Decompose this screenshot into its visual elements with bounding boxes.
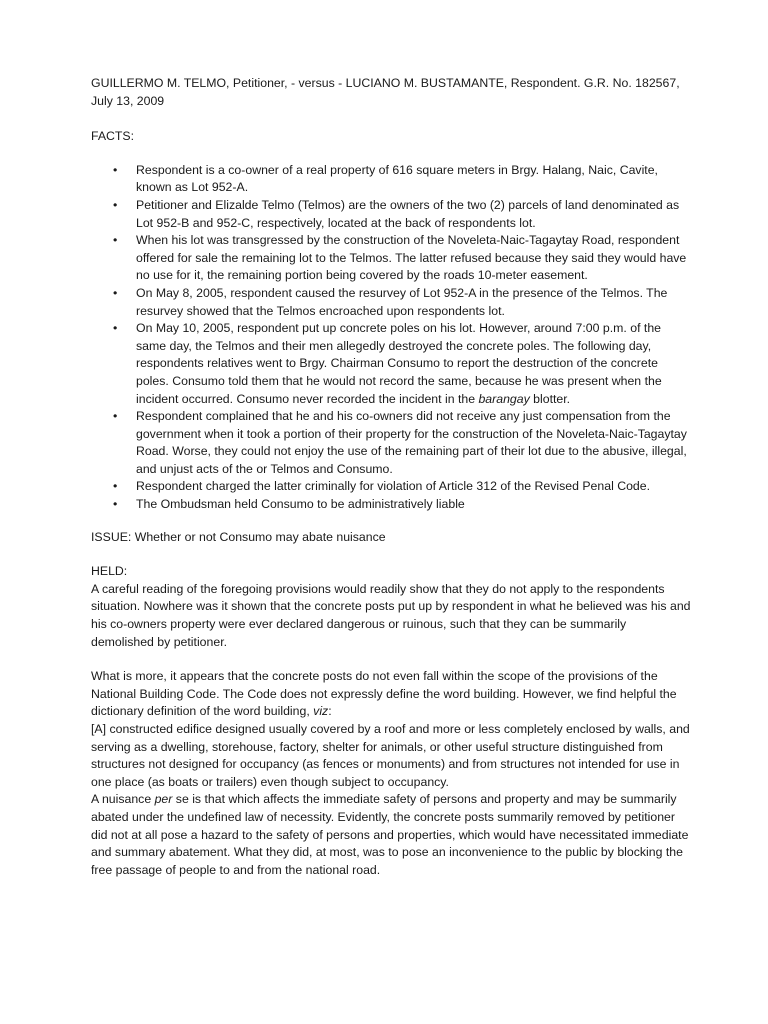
held-paragraph-text: se is that which affects the immediate safety of persons and property and may be summarily abated under the undefined law of necessity. Evidently, the concrete posts summarily removed by petitioner did not at all pose a hazard to the safety of persons and properties, which would have necessitated immediate and summary abatement. What they did, at most, was to pose an inconvenience to the public by blocking the free passage of people to and from the national road.: [91, 792, 689, 877]
fact-text: On May 8, 2005, respondent caused the resurvey of Lot 952-A in the presence of the Telmos. The resurvey showed that the Telmos encroached upon respondents lot.: [136, 285, 668, 318]
fact-text: The Ombudsman held Consumo to be administratively liable: [136, 497, 465, 512]
fact-text: When his lot was transgressed by the construction of the Noveleta-Naic-Tagaytay Road, respondent offered for sale the remaining lot to the Telmos. The latter refused because they said they would have no use for it, the remaining portion being covered by the roads 10-meter easement.: [136, 233, 687, 283]
fact-item: [91, 320, 691, 408]
bullet-icon: •: [113, 285, 118, 300]
bullet-icon: •: [113, 233, 118, 248]
held-paragraph: [91, 791, 691, 879]
case-title: GUILLERMO M. TELMO, Petitioner, - versus - LUCIANO M. BUSTAMANTE, Respondent. G.R. No. 182567, July 13, 2009: [91, 76, 680, 108]
bullet-icon: •: [113, 162, 118, 177]
fact-item: [91, 232, 691, 285]
bullet-icon: •: [113, 409, 118, 424]
fact-item: [91, 408, 691, 478]
held-heading: HELD:: [91, 564, 128, 579]
held-paragraph: [91, 668, 691, 721]
facts-list: [91, 162, 691, 514]
fact-text-tail: blotter.: [529, 391, 571, 406]
bullet-icon: •: [113, 197, 118, 212]
definition-quote: [A] constructed edifice designed usually covered by a roof and more or less completely enclosed by walls, and serving as a dwelling, storehouse, factory, shelter for animals, or other useful structure distinguished from structures not designed for occupancy (as fences or monuments) and from structures not intended for use in one place (as boats or trailers) even though subject to occupancy.: [91, 722, 690, 789]
fact-item: [91, 197, 691, 232]
fact-item: [91, 478, 691, 496]
fact-item: [91, 162, 691, 197]
fact-item: [91, 496, 691, 514]
document-page: [91, 75, 691, 879]
bullet-icon: •: [113, 479, 118, 494]
fact-text: Respondent complained that he and his co-owners did not receive any just compensation from the government when it took a portion of their property for the construction of the Noveleta-Naic-Tagaytay Road. Worse, they could not enjoy the use of the remaining part of their lot due to the abusive, illegal, and unjust acts of the or Telmos and Consumo.: [136, 409, 687, 476]
held-paragraph: A careful reading of the foregoing provisions would readily show that they do not apply to the respondents situation. Nowhere was it shown that the concrete posts put up by respondent in what he believed was his and his co-owners property were ever declared dangerous or ruinous, such that they can be summarily demolished by petitioner.: [91, 581, 691, 649]
fact-text: Respondent charged the latter criminally for violation of Article 312 of the Revised Penal Code.: [136, 479, 651, 494]
held-paragraph-text: A nuisance: [91, 792, 155, 807]
issue-statement: ISSUE: Whether or not Consumo may abate nuisance: [91, 529, 386, 544]
held-italic-term: viz: [313, 704, 329, 719]
fact-item: [91, 285, 691, 320]
fact-text: Respondent is a co-owner of a real property of 616 square meters in Brgy. Halang, Naic, Cavite, known as Lot 952-A.: [136, 162, 658, 195]
held-paragraph-text: What is more, it appears that the concrete posts do not even fall within the scope of the provisions of the National Building Code. The Code does not expressly define the word building. However, we find helpful the dictionary definition of the word building,: [91, 669, 677, 719]
fact-italic-term: barangay: [478, 391, 530, 406]
fact-text: Petitioner and Elizalde Telmo (Telmos) are the owners of the two (2) parcels of land denominated as Lot 952-B and 952-C, respectively, located at the back of respondents lot.: [136, 197, 680, 230]
bullet-icon: •: [113, 497, 118, 512]
held-paragraph-text: :: [328, 704, 332, 719]
facts-heading: FACTS:: [91, 129, 135, 144]
bullet-icon: •: [113, 321, 118, 336]
fact-text: On May 10, 2005, respondent put up concrete poles on his lot. However, around 7:00 p.m. of the same day, the Telmos and their men allegedly destroyed the concrete poles. The following day, respondents relatives went to Brgy. Chairman Consumo to report the destruction of the concrete poles. Consumo told them that he would not record the same, because he was present when the incident occurred. Consumo never recorded the incident in the: [136, 321, 662, 406]
held-italic-term: per: [154, 792, 173, 807]
